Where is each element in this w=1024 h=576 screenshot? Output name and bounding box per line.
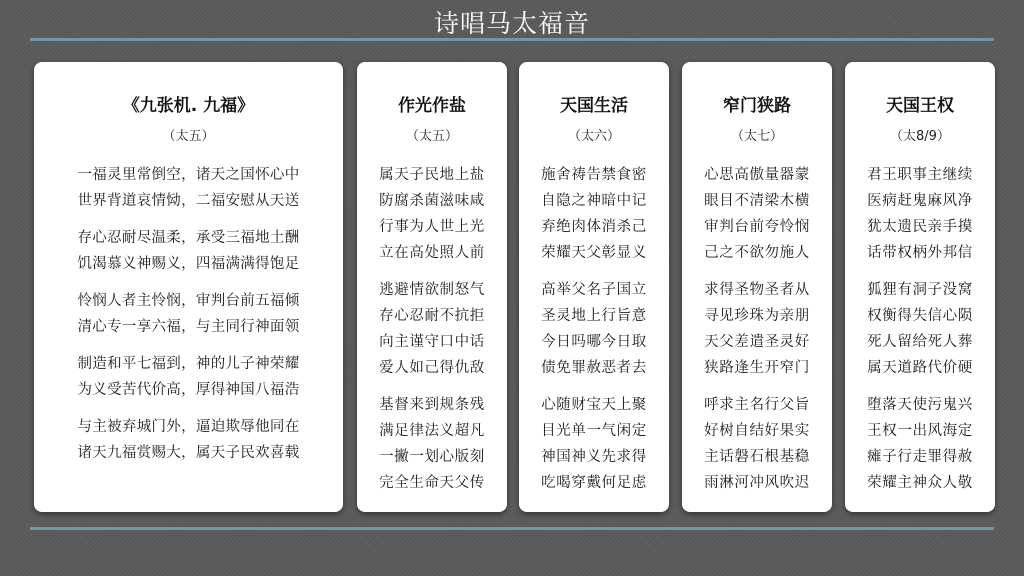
stanza bbox=[34, 288, 343, 340]
stanza bbox=[845, 392, 995, 496]
poem-line: 王权一出风海定 bbox=[867, 423, 973, 439]
poem-line: 君王职事主继续 bbox=[867, 167, 973, 183]
poem-card-narrow-gate bbox=[682, 62, 832, 512]
poem-title: 《九张机. 九福》 bbox=[122, 96, 255, 116]
poem-line: 天父差遣圣灵好 bbox=[704, 334, 810, 350]
poem-line: 雨淋河冲风吹迟 bbox=[704, 475, 810, 491]
poem-card-kingdom-authority bbox=[845, 62, 995, 512]
poem-line: 求得圣物圣者从 bbox=[704, 282, 810, 298]
poem-line: 寻见珍珠为亲朋 bbox=[704, 308, 810, 324]
poem-line: 狭路逢生开窄门 bbox=[704, 360, 810, 376]
stanza bbox=[519, 277, 669, 381]
poem-line: 荣耀天父彰显义 bbox=[541, 245, 647, 261]
poem-cards bbox=[0, 62, 1024, 512]
poem-line: 弃绝肉体消杀己 bbox=[541, 219, 647, 235]
poem-line: 自隐之神暗中记 bbox=[541, 193, 647, 209]
footer-divider bbox=[30, 527, 994, 530]
poem-body bbox=[519, 162, 669, 496]
header-divider bbox=[30, 38, 994, 41]
poem-line: 荣耀主神众人敬 bbox=[867, 475, 973, 491]
poem-line: 心思高傲量器蒙 bbox=[704, 167, 810, 183]
poem-line: 基督来到规条残 bbox=[379, 397, 485, 413]
poem-line: 狐狸有洞子没窝 bbox=[867, 282, 973, 298]
poem-line: 医病赶鬼麻风净 bbox=[867, 193, 973, 209]
poem-line: 好树自结好果实 bbox=[704, 423, 810, 439]
stanza bbox=[682, 162, 832, 266]
poem-line: 立在高处照人前 bbox=[379, 245, 485, 261]
poem-line: 呼求主名行父旨 bbox=[704, 397, 810, 413]
stanza bbox=[682, 277, 832, 381]
stanza bbox=[845, 162, 995, 266]
scripture-reference: （太六） bbox=[567, 129, 620, 144]
poem-line: 审判台前夸怜悯 bbox=[704, 219, 810, 235]
poem-line: 一撇一划心版刻 bbox=[379, 449, 485, 465]
poem-line: 犹太遗民亲手摸 bbox=[867, 219, 973, 235]
page-title: 诗唱马太福音 bbox=[433, 9, 590, 38]
poem-line: 目光单一气闲定 bbox=[541, 423, 647, 439]
poem-body bbox=[357, 162, 507, 496]
poem-line: 向主谨守口中话 bbox=[379, 334, 485, 350]
poem-line: 爱人如己得仇敌 bbox=[379, 360, 485, 376]
poem-line: 吃喝穿戴何足虑 bbox=[541, 475, 647, 491]
poem-line: 行事为人世上光 bbox=[379, 219, 485, 235]
poem-line: 神国神义先求得 bbox=[541, 449, 647, 465]
poem-line: 满足律法义超凡 bbox=[379, 423, 485, 439]
poem-line: 完全生命天父传 bbox=[379, 475, 485, 491]
poem-line: 圣灵地上行旨意 bbox=[541, 308, 647, 324]
poem-line: 心随财宝天上聚 bbox=[541, 397, 647, 413]
stanza bbox=[357, 277, 507, 381]
poem-line: 防腐杀菌滋味咸 bbox=[379, 193, 485, 209]
poem-card-kingdom-life bbox=[519, 62, 669, 512]
poem-line: 堕落天使污鬼兴 bbox=[867, 397, 973, 413]
stanza bbox=[357, 392, 507, 496]
stanza bbox=[519, 162, 669, 266]
poem-body bbox=[34, 162, 343, 466]
poem-title: 窄门狭路 bbox=[723, 96, 791, 116]
scripture-reference: （太五） bbox=[162, 129, 215, 144]
poem-line: 死人留给死人葬 bbox=[867, 334, 973, 350]
poem-line: 世界背道哀情恸，二福安慰从天送 bbox=[77, 193, 300, 209]
stanza bbox=[34, 225, 343, 277]
poem-card-nine-blessings bbox=[34, 62, 343, 512]
poem-line: 主话磐石根基稳 bbox=[704, 449, 810, 465]
poem-line: 饥渴慕义神赐义，四福满满得饱足 bbox=[77, 256, 300, 272]
poem-line: 存心忍耐尽温柔，承受三福地土酬 bbox=[77, 230, 300, 246]
poem-line: 今日吗哪今日取 bbox=[541, 334, 647, 350]
poem-line: 怜悯人者主怜悯，审判台前五福倾 bbox=[77, 293, 300, 309]
poem-title: 天国生活 bbox=[560, 96, 628, 116]
stanza bbox=[682, 392, 832, 496]
stanza bbox=[34, 162, 343, 214]
poem-line: 诸天九福赏赐大，属天子民欢喜载 bbox=[77, 445, 300, 461]
poem-line: 一福灵里常倒空，诸天之国怀心中 bbox=[77, 167, 300, 183]
poem-title: 天国王权 bbox=[886, 96, 954, 116]
stanza bbox=[519, 392, 669, 496]
poem-line: 己之不欲勿施人 bbox=[704, 245, 810, 261]
stanza bbox=[34, 414, 343, 466]
poem-line: 属天道路代价硬 bbox=[867, 360, 973, 376]
poem-line: 话带权柄外邦信 bbox=[867, 245, 973, 261]
poem-line: 瘫子行走罪得赦 bbox=[867, 449, 973, 465]
poem-line: 属天子民地上盐 bbox=[379, 167, 485, 183]
poem-line: 清心专一享六福，与主同行神面领 bbox=[77, 319, 300, 335]
poem-line: 为义受苦代价高，厚得神国八福浩 bbox=[77, 382, 300, 398]
poem-body bbox=[682, 162, 832, 496]
poem-title: 作光作盐 bbox=[398, 96, 466, 116]
poem-line: 存心忍耐不抗拒 bbox=[379, 308, 485, 324]
poem-line: 眼目不清梁木横 bbox=[704, 193, 810, 209]
poem-body bbox=[845, 162, 995, 496]
poem-line: 权衡得失信心陨 bbox=[867, 308, 973, 324]
poem-line: 高举父名子国立 bbox=[541, 282, 647, 298]
poem-line: 逃避情欲制怒气 bbox=[379, 282, 485, 298]
poem-line: 债免罪赦恶者去 bbox=[541, 360, 647, 376]
poem-line: 施舍祷告禁食密 bbox=[541, 167, 647, 183]
stanza bbox=[34, 351, 343, 403]
poem-line: 制造和平七福到，神的儿子神荣耀 bbox=[77, 356, 300, 372]
scripture-reference: （太七） bbox=[730, 129, 783, 144]
poem-card-salt-and-light bbox=[357, 62, 507, 512]
stanza bbox=[845, 277, 995, 381]
scripture-reference: （太五） bbox=[405, 129, 458, 144]
stanza bbox=[357, 162, 507, 266]
poem-line: 与主被弃城门外，逼迫欺辱他同在 bbox=[77, 419, 300, 435]
scripture-reference: （太8/9） bbox=[890, 129, 950, 144]
